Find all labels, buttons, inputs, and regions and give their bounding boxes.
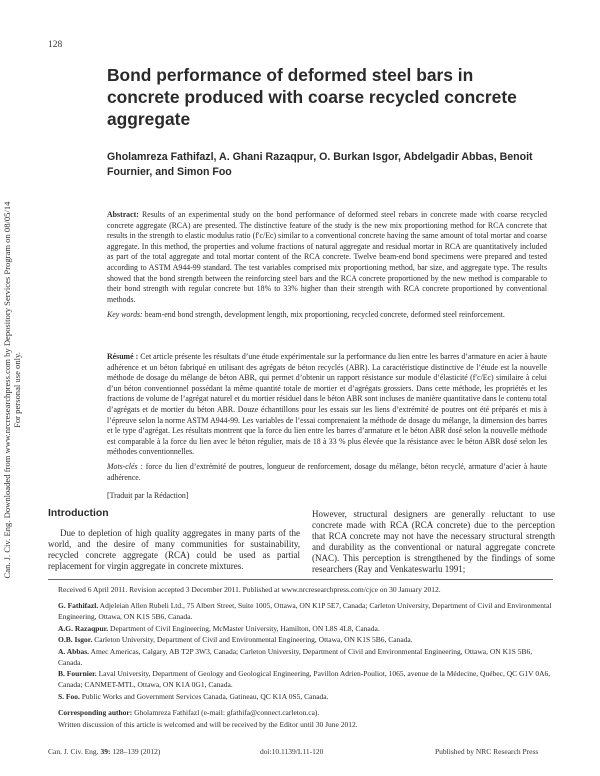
affiliation [58,669,553,690]
watermark-line-1: Can. J. Civ. Eng. Downloaded from www.nrcresearchpress.com by Depository Services Program on 08/05/14 [2,201,12,579]
affiliation-name: G. Fathifazl. [58,601,99,611]
affiliation [58,635,553,645]
corresponding-label: Corresponding author: [58,708,133,718]
affiliation-name: A.G. Razaqpur. [58,623,109,633]
affiliation [58,692,553,702]
footnote-divider [48,579,553,580]
journal-volume: 39: [100,747,111,756]
resume [107,352,547,458]
affiliation-name: S. Foo. [58,691,80,701]
mots-cles-text: force du lien d’extrémité de poutres, longueur de renforcement, dosage du mélange, béton recyclé, armature d’acier à haute adhérence. [107,462,548,482]
corresponding-text: Gholamreza Fathifazl (e-mail: gfathifa@connect.carleton.ca). [134,708,320,718]
publisher: Published by NRC Research Press [435,747,539,756]
discussion-note: Written discussion of this article is welcomed and will be received by the Editor until 30 June 2012. [58,719,358,729]
translation-note: [Traduit par la Rédaction] [107,491,189,500]
affiliation [58,601,553,622]
affiliation-text: Adjeleian Allen Rubeli Ltd., 75 Albert Street, Suite 1005, Ottawa, ON K1P 5E7, Canada; Carleton University, Department of Civil and Environmental Engineering, Ottawa, ON K1S 5B6, Canada. [58,601,552,621]
affiliation-name: A. Abbas. [58,647,90,657]
affiliation-text: Department of Civil Engineering, McMaster University, Hamilton, ON L8S 4L8, Canada. [110,623,380,633]
intro-left-column: Due to depletion of high quality aggregates in many parts of the world, and the desire of many communities for sustainability, recycled concrete aggregate (RCA) could be used as partial replacement for virgin aggregate in concrete mixtures. [48,528,300,572]
doi: doi:10.1139/L11-120 [260,747,324,756]
resume-label: Résumé : [107,352,139,361]
article-title: Bond performance of deformed steel bars in concrete produced with coarse recycled concrete aggregate [107,65,517,129]
abstract-text: Results of an experimental study on the bond performance of deformed steel rebars in concrete made with coarse recycled concrete aggregate (RCA) are presented. The distinctive feature of the study is the new mix proportioning method for RCA concrete that results in the strength to elastic modulus ratio (f′c/Ec) similar to a conventional concrete having the same amount of total mortar and coarse aggregate. In this method, the properties and volume fractions of natural aggregate and residual mortar in RCA are quantitatively included as part of the total aggregate and total mortar content of the RCA concrete. Twelve beam-end bond specimens were prepared and tested according to ASTM A944-99 standard. The test variables comprised mix proportioning method, bar size, and aggregate type. The results showed that the bond strength between the reinforcing steel bars and the RCA concrete proportioned by the new method is comparable to their bond strength with regular concrete but 18% to 33% higher than their strength with RCA concrete proportioned by conventional methods. [107,210,547,304]
affiliation-text: Public Works and Government Services Canada, Gatineau, QC K1A 0S5, Canada. [81,691,329,701]
keywords-label: Key words: [107,310,143,319]
resume-text: Cet article présente les résultats d’une étude expérimentale sur la performance du lien entre les barres d’armature en acier à haute adhérence et un béton fabriqué en utilisant des agrégats de béton recyclés (ABR). La caractéristique distinctive de l’étude est la nouvelle méthode de dosage du mélange de béton ABR, qui permet d’obtenir un rapport résistance sur module d’élasticité (f′c/Ec) similaire à celui d’un béton conventionnel possédant la même quantité totale de mortier et d’agrégats grossiers. Dans cette méthode, les propriétés et les fractions de volume de l’agrégat naturel et du mortier résiduel dans le béton ABR sont incluses de manière quantitative dans le contenu total d’agrégats et de mortier du béton ABR. Douze échantillons pour les essais sur les liens d’extrémité de poutres ont été préparés et mis à l’épreuve selon la norme ASTM A944-99. Les variables de l’essai comprenaient la méthode de dosage du mélange, la dimension des barres et le type d’agrégat. Les résultats montrent que la force du lien entre les barres d’armature et le béton ABR dosé selon la nouvelle méthode est comparable à la force du lien avec le béton régulier, mais de 18 à 33 % plus élevée que la résistance avec le béton ABR dosé selon les méthodes conventionnelles. [107,352,547,457]
corresponding-author [58,708,553,718]
mots-cles [107,462,547,483]
affiliation [58,647,553,668]
received-dates: Received 6 April 2011. Revision accepted 3 December 2011. Published at www.nrcresearchpress.com/cjce on 30 January 2012. [58,585,441,594]
page-number: 128 [48,40,63,50]
journal-name: Can. J. Civ. Eng. [48,747,99,756]
section-heading-introduction: Introduction [48,508,109,519]
affiliation [58,624,553,634]
mots-cles-label: Mots-clés : [107,462,143,471]
download-watermark [2,60,22,720]
affiliation-text: Carleton University, Department of Civil and Environmental Engineering, Ottawa, ON K1S 5B6, Canada. [94,635,413,645]
affiliation-name: O.B. Isgor. [58,635,93,645]
intro-right-column: However, structural designers are generally reluctant to use concrete made with RCA (RCA concrete) due to the perception that RCA concrete may not have the necessary structural strength and durability as the conventional or natural aggregate concrete (NAC). This perception is strengthened by the findings of some researchers (Ray and Venkateswarlu 1991; [312,509,555,575]
abstract [107,210,547,305]
keywords [107,310,547,321]
affiliation-name: B. Fournier. [58,669,97,679]
affiliation-text: Amec Americas, Calgary, AB T2P 3W3, Canada; Carleton University, Department of Civil and Environmental Engineering, Ottawa, ON K1S 5B6, Canada. [58,647,533,667]
affiliation-text: Laval University, Department of Geology and Geological Engineering, Pavillon Adrien-Pouliot, 1065, avenue de la Médecine, Québec, QC G1V 0A6, Canada; CANMET-MTL, Ottawa, ON K1A 0G1, Canada. [58,669,551,689]
author-list: Gholamreza Fathifazl, A. Ghani Razaqpur, O. Burkan Isgor, Abdelgadir Abbas, Benoit Fournier, and Simon Foo [107,151,533,178]
watermark-line-2: For personal use only. [12,352,22,428]
journal-pages: 128–139 (2012) [112,747,161,756]
author-notes [58,585,553,732]
keywords-text: beam-end bond strength, development length, mix proportioning, recycled concrete, deformed steel reinforcement. [144,310,505,319]
abstract-label: Abstract: [107,210,139,219]
journal-citation [48,747,160,756]
